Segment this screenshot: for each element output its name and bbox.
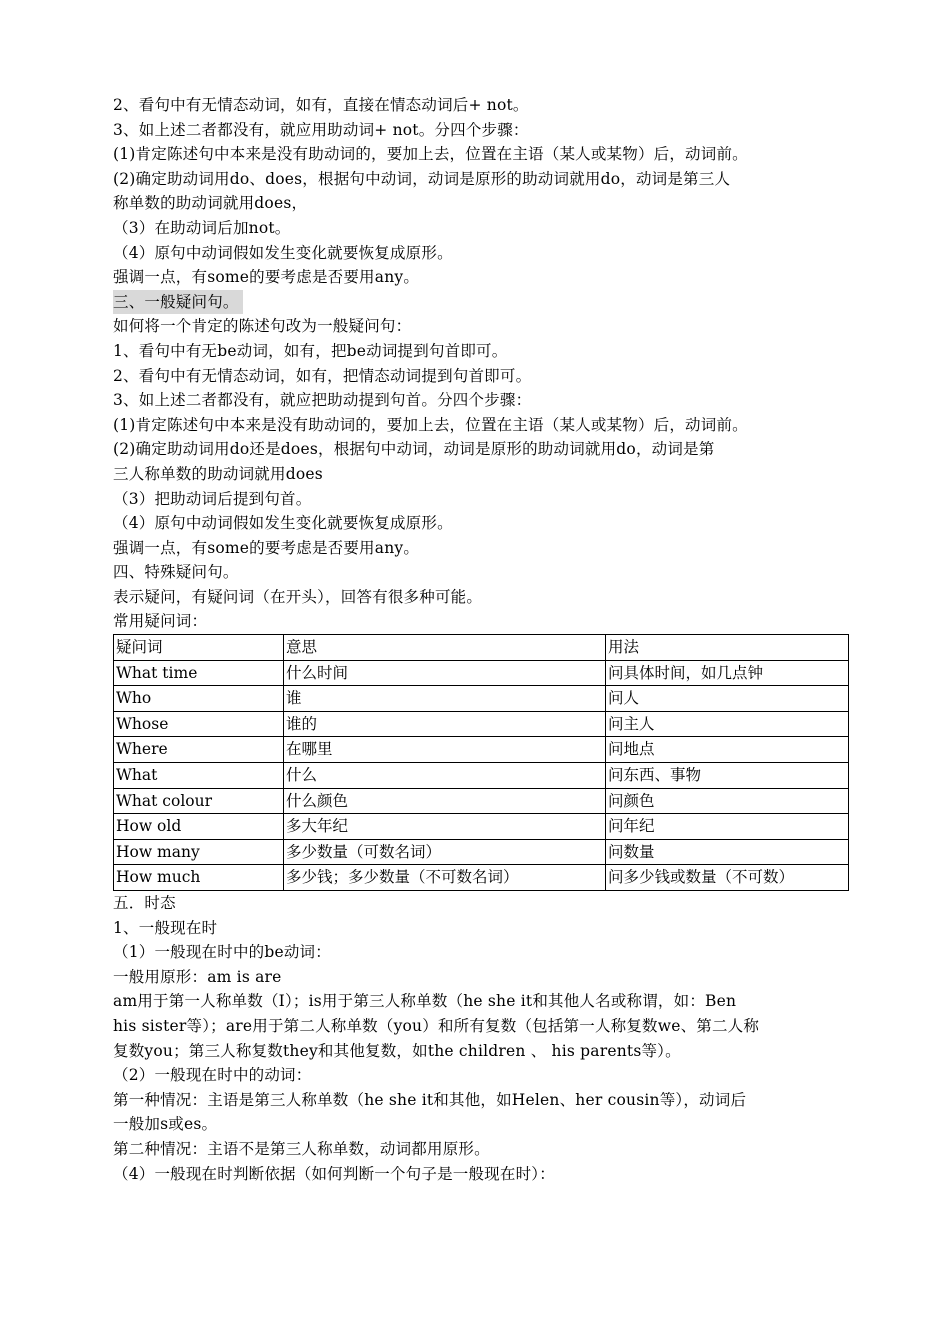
document-page — [113, 93, 848, 1186]
section4-heading: 四、特殊疑问句。 — [113, 563, 239, 582]
cell-word: What — [114, 763, 284, 789]
cell-meaning: 在哪里 — [284, 737, 606, 763]
text-line: 强调一点，有some的要考虑是否要用any。 — [113, 538, 420, 557]
text-line: (1)肯定陈述句中本来是没有助动词的，要加上去，位置在主语（某人或某物）后，动词前。 — [113, 415, 748, 434]
text-line: 三人称单数的助动词就用does — [113, 464, 323, 483]
table-header-row — [114, 635, 849, 661]
cell-usage: 问颜色 — [606, 788, 849, 814]
cell-meaning: 多少数量（可数名词） — [284, 839, 606, 865]
text-line: am用于第一人称单数（I）；is用于第三人称单数（he she it和其他人名或称谓，如：Ben — [113, 992, 737, 1011]
text-line: （1）一般现在时中的be动词： — [113, 943, 331, 962]
cell-meaning: 多大年纪 — [284, 814, 606, 840]
text-line: （3）把助动词后提到句首。 — [113, 489, 312, 508]
table-row — [114, 788, 849, 814]
text-line: （4）原句中动词假如发生变化就要恢复成原形。 — [113, 243, 453, 262]
cell-usage: 问地点 — [606, 737, 849, 763]
cell-meaning: 什么时间 — [284, 660, 606, 686]
text-line: 2、看句中有无情态动词，如有，直接在情态动词后+ not。 — [113, 96, 529, 114]
text-line: （2）一般现在时中的动词： — [113, 1066, 312, 1085]
text-line: 复数you；第三人称复数they和其他复数，如the children 、 his parents等）。 — [113, 1041, 681, 1060]
text-line: 1、看句中有无be动词，如有，把be动词提到句首即可。 — [113, 341, 508, 360]
table-row — [114, 737, 849, 763]
cell-word: Where — [114, 737, 284, 763]
cell-usage: 问东西、事物 — [606, 763, 849, 789]
text-line: 第二种情况：主语不是第三人称单数，动词都用原形。 — [113, 1139, 490, 1158]
cell-meaning: 什么颜色 — [284, 788, 606, 814]
header-meaning: 意思 — [284, 635, 606, 661]
text-line: 强调一点，有some的要考虑是否要用any。 — [113, 268, 420, 287]
text-line: 如何将一个肯定的陈述句改为一般疑问句： — [113, 317, 412, 336]
text-line: 表示疑问，有疑问词（在开头），回答有很多种可能。 — [113, 587, 483, 606]
section5-heading: 五．时态 — [113, 894, 176, 912]
text-line: 一般加s或es。 — [113, 1115, 218, 1134]
table-row — [114, 686, 849, 712]
section-heading — [113, 290, 848, 315]
cell-meaning: 什么 — [284, 763, 606, 789]
text-line: 第一种情况：主语是第三人称单数（he she it和其他，如Helen、her cousin等），动词后 — [113, 1090, 747, 1109]
cell-meaning: 谁 — [284, 686, 606, 712]
cell-word: What colour — [114, 788, 284, 814]
table-row — [114, 839, 849, 865]
section3-heading: 三、一般疑问句。 — [113, 290, 243, 315]
text-line: 2、看句中有无情态动词，如有，把情态动词提到句首即可。 — [113, 366, 532, 385]
cell-usage: 问具体时间，如几点钟 — [606, 660, 849, 686]
cell-usage: 问主人 — [606, 711, 849, 737]
cell-word: How old — [114, 814, 284, 840]
cell-usage: 问人 — [606, 686, 849, 712]
text-line: （4）原句中动词假如发生变化就要恢复成原形。 — [113, 514, 453, 533]
cell-usage: 问年纪 — [606, 814, 849, 840]
table-row — [114, 660, 849, 686]
cell-word: Whose — [114, 711, 284, 737]
table-row — [114, 763, 849, 789]
cell-usage: 问数量 — [606, 839, 849, 865]
text-line: （3）在助动词后加not。 — [113, 218, 291, 237]
cell-word: What time — [114, 660, 284, 686]
cell-word: How much — [114, 865, 284, 891]
text-line: 常用疑问词： — [113, 612, 208, 631]
cell-word: Who — [114, 686, 284, 712]
question-words-table — [113, 634, 849, 891]
text-line: 1、一般现在时 — [113, 918, 218, 937]
cell-word: How many — [114, 839, 284, 865]
text-line: (2)确定助动词用do还是does，根据句中动词，动词是原形的助动词就用do，动词是第 — [113, 440, 715, 459]
table-row — [114, 865, 849, 891]
text-line: 一般用原形：am is are — [113, 967, 282, 986]
cell-meaning: 谁的 — [284, 711, 606, 737]
text-line: （4）一般现在时判断依据（如何判断一个句子是一般现在时）： — [113, 1164, 555, 1183]
text-line: (1)肯定陈述句中本来是没有助动词的，要加上去，位置在主语（某人或某物）后，动词前。 — [113, 145, 748, 164]
table-row — [114, 814, 849, 840]
text-line: (2)确定助动词用do、does，根据句中动词，动词是原形的助动词就用do，动词是第三人 — [113, 169, 731, 188]
table-row — [114, 711, 849, 737]
header-usage: 用法 — [606, 635, 849, 661]
header-question-word: 疑问词 — [114, 635, 284, 661]
text-line: 3、如上述二者都没有，就应把助动提到句首。分四个步骤： — [113, 391, 532, 410]
text-line: 3、如上述二者都没有，就应用助动词+ not。分四个步骤： — [113, 120, 529, 139]
cell-meaning: 多少钱；多少数量（不可数名词） — [284, 865, 606, 891]
text-line: 称单数的助动词就用does， — [113, 194, 308, 213]
text-line: his sister等）；are用于第二人称单数（you）和所有复数（包括第一人称复数we、第二人称 — [113, 1016, 760, 1035]
cell-usage: 问多少钱或数量（不可数） — [606, 865, 849, 891]
